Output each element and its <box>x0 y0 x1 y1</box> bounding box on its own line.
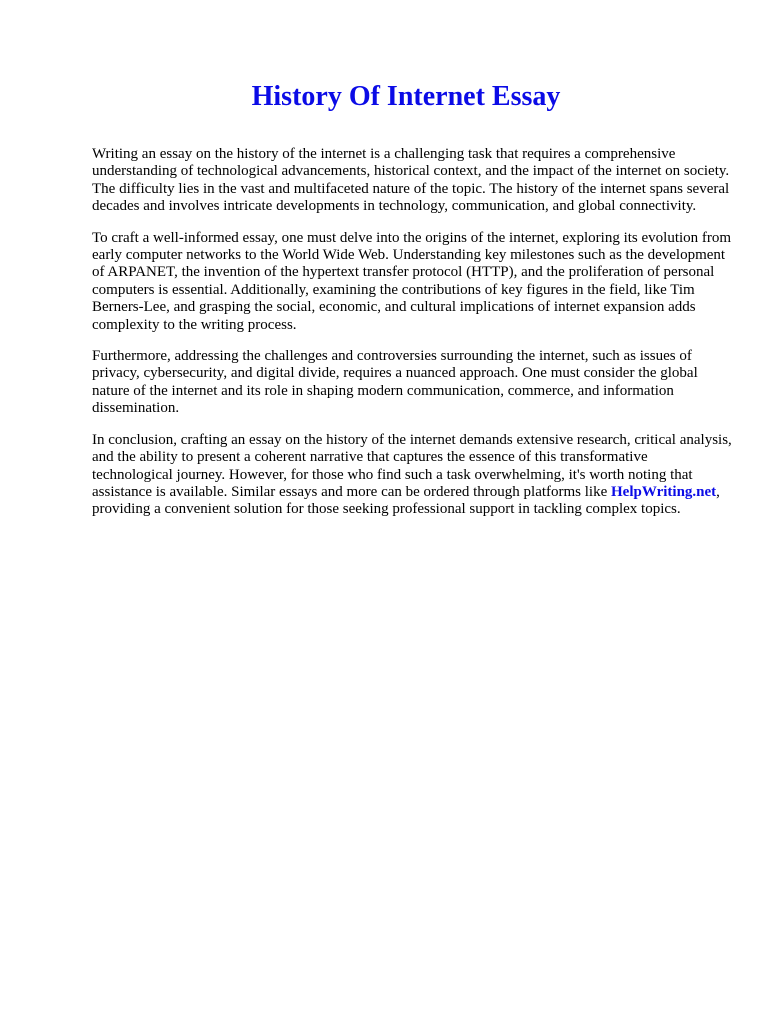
conclusion-text-before-link: In conclusion, crafting an essay on the history of the internet demands extensive research, critical analysis, and the ability to present a coherent narrative that captures the essence of this transformative technological journey. However, for those who find such a task overwhelming, it's worth noting that assistance is available. Similar essays and more can be ordered through platforms like <box>92 431 732 500</box>
conclusion-text-after-link: , providing a convenient solution for those seeking professional support in tackling complex topics. <box>92 483 720 518</box>
document-body <box>92 146 732 533</box>
helpwriting-link[interactable]: HelpWriting.net <box>611 483 717 500</box>
paragraph-challenges: Furthermore, addressing the challenges and controversies surrounding the internet, such as issues of privacy, cybersecurity, and digital divide, requires a nuanced approach. One must consider the global nature of the internet and its role in shaping modern communication, commerce, and information dissemination. <box>92 348 698 417</box>
paragraph-conclusion <box>92 432 732 519</box>
paragraph-origins: To craft a well-informed essay, one must delve into the origins of the internet, exploring its evolution from early computer networks to the World Wide Web. Understanding key milestones such as the development of ARPANET, the invention of the hypertext transfer protocol (HTTP), and the proliferation of personal computers is essential. Additionally, examining the contributions of key figures in the field, like Tim Berners-Lee, and grasping the social, economic, and cultural implications of internet expansion adds complexity to the writing process. <box>92 229 732 333</box>
paragraph-intro: Writing an essay on the history of the internet is a challenging task that requires a comprehensive understanding of technological advancements, historical context, and the impact of the internet on society. The difficulty lies in the vast and multifaceted nature of the topic. The history of the internet spans several decades and involves intricate developments in technology, communication, and global connectivity. <box>92 146 730 215</box>
document-title: History Of Internet Essay <box>251 81 561 112</box>
